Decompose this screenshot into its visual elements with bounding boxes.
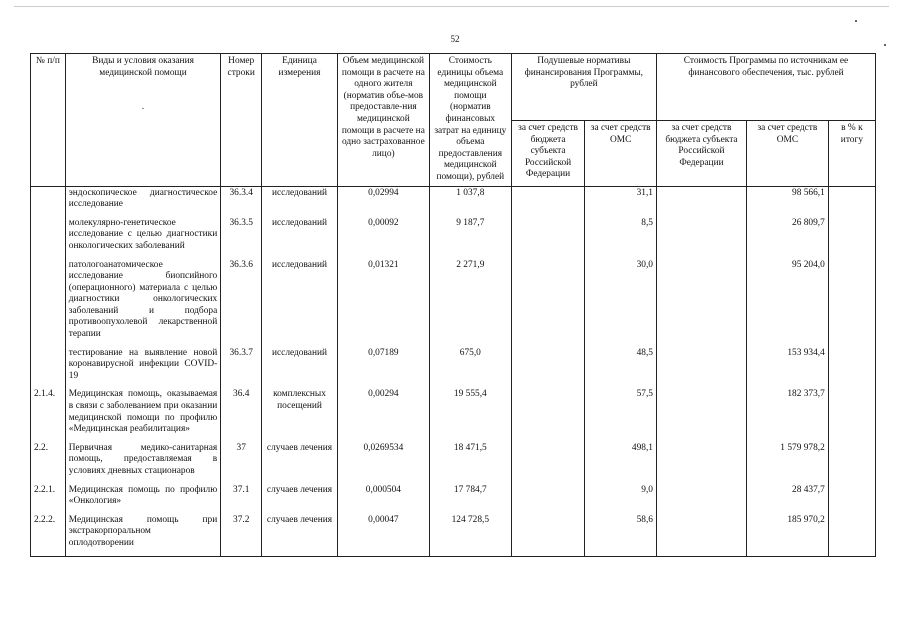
- table-row: [31, 484, 876, 514]
- cell-tot-oms: 98 566,1: [746, 186, 828, 217]
- cell-unit: комплексных посещений: [262, 388, 338, 441]
- cell-num: 2.1.4.: [31, 388, 66, 441]
- cell-pc-oms: 8,5: [585, 217, 657, 259]
- speck: [884, 44, 886, 46]
- cell-cost: 675,0: [429, 347, 511, 389]
- cell-unit: исследований: [262, 259, 338, 347]
- cell-tot-oms: 185 970,2: [746, 514, 828, 556]
- cell-row: 36.3.5: [221, 217, 262, 259]
- cell-tot-budget: [656, 259, 746, 347]
- top-rule: [14, 6, 889, 7]
- cell-unit: исследований: [262, 217, 338, 259]
- cell-unit: исследований: [262, 186, 338, 217]
- cell-pc-budget: [511, 259, 585, 347]
- header-num: № п/п: [31, 54, 66, 187]
- cell-tot-budget: [656, 388, 746, 441]
- cell-tot-budget: [656, 514, 746, 556]
- page-number: 52: [450, 34, 460, 44]
- cell-cost: 2 271,9: [429, 259, 511, 347]
- cell-pct: [828, 514, 875, 556]
- cell-unit: исследований: [262, 347, 338, 389]
- table-row: [31, 186, 876, 217]
- table-row: [31, 514, 876, 556]
- cell-pc-oms: 58,6: [585, 514, 657, 556]
- table-row: [31, 217, 876, 259]
- cell-pc-budget: [511, 186, 585, 217]
- cell-pc-oms: 57,5: [585, 388, 657, 441]
- header-name-dot: .: [141, 101, 145, 112]
- cell-cost: 18 471,5: [429, 442, 511, 484]
- cell-name: Медицинская помощь по профилю «Онкология»: [65, 484, 220, 514]
- header-tot-pct: в % к итогу: [828, 121, 875, 187]
- cell-row: 37: [221, 442, 262, 484]
- cell-volume: 0,02994: [337, 186, 429, 217]
- cell-pc-budget: [511, 514, 585, 556]
- cell-pc-budget: [511, 442, 585, 484]
- cell-num: [31, 186, 66, 217]
- cell-pc-budget: [511, 217, 585, 259]
- header-volume: Объем медицинской помощи в расчете на одного жителя (норматив объе-мов предоставле-ния медицинской помощи в расчете на одно застрахованное лицо): [337, 54, 429, 187]
- cell-num: 2.2.2.: [31, 514, 66, 556]
- cell-tot-budget: [656, 186, 746, 217]
- cell-num: [31, 347, 66, 389]
- cell-tot-budget: [656, 347, 746, 389]
- cell-pct: [828, 259, 875, 347]
- cell-unit: случаев лечения: [262, 514, 338, 556]
- table-row: [31, 388, 876, 441]
- header-name-label: Виды и условия оказания медицинской помощи: [92, 56, 194, 78]
- header-tot-oms: за счет средств ОМС: [746, 121, 828, 187]
- cell-unit: случаев лечения: [262, 442, 338, 484]
- cell-volume: 0,00092: [337, 217, 429, 259]
- cell-cost: 124 728,5: [429, 514, 511, 556]
- table-row: [31, 259, 876, 347]
- cell-pc-budget: [511, 484, 585, 514]
- cell-name: Медицинская помощь, оказываемая в связи с заболеванием при оказании медицинской помощи по профилю «Медицинская реабилитация»: [65, 388, 220, 441]
- header-pc-budget: за счет средств бюджета субъекта Российской Федерации: [511, 121, 585, 187]
- cell-unit: случаев лечения: [262, 484, 338, 514]
- cell-cost: 19 555,4: [429, 388, 511, 441]
- cell-volume: 0,07189: [337, 347, 429, 389]
- cell-num: [31, 217, 66, 259]
- cell-pct: [828, 347, 875, 389]
- cell-volume: 0,0269534: [337, 442, 429, 484]
- cell-row: 36.3.7: [221, 347, 262, 389]
- cell-pc-oms: 48,5: [585, 347, 657, 389]
- cell-row: 36.3.4: [221, 186, 262, 217]
- cell-name: патологоанатомическое исследование биопсийного (операционного) материала с целью диагностики онкологических заболеваний и подбора противоопухолевой лекарственной терапии: [65, 259, 220, 347]
- cell-pc-oms: 30,0: [585, 259, 657, 347]
- table-header: [31, 54, 876, 187]
- cell-row: 37.1: [221, 484, 262, 514]
- cell-pc-oms: 9,0: [585, 484, 657, 514]
- table-row: [31, 347, 876, 389]
- cell-tot-oms: 182 373,7: [746, 388, 828, 441]
- cell-num: 2.2.: [31, 442, 66, 484]
- cell-row: 37.2: [221, 514, 262, 556]
- cell-pct: [828, 484, 875, 514]
- cell-volume: 0,000504: [337, 484, 429, 514]
- cell-tot-budget: [656, 484, 746, 514]
- cell-volume: 0,00047: [337, 514, 429, 556]
- header-pc-oms: за счет средств ОМС: [585, 121, 657, 187]
- speck: [855, 20, 857, 22]
- header-row: Номер строки: [221, 54, 262, 187]
- cell-name: Медицинская помощь при экстракорпоральном оплодотворении: [65, 514, 220, 556]
- header-tot-budget: за счет средств бюджета субъекта Российской Федерации: [656, 121, 746, 187]
- cell-row: 36.4: [221, 388, 262, 441]
- cell-volume: 0,01321: [337, 259, 429, 347]
- cell-num: 2.2.1.: [31, 484, 66, 514]
- cell-pct: [828, 442, 875, 484]
- header-group-total: Стоимость Программы по источникам ее финансового обеспечения, тыс. рублей: [656, 54, 875, 121]
- financing-table: [30, 53, 876, 557]
- table-row: [31, 442, 876, 484]
- cell-tot-budget: [656, 442, 746, 484]
- header-name: [65, 54, 220, 187]
- cell-name: молекулярно-генетическое исследование с целью диагностики онкологических заболеваний: [65, 217, 220, 259]
- cell-cost: 17 784,7: [429, 484, 511, 514]
- cell-pc-oms: 31,1: [585, 186, 657, 217]
- cell-tot-oms: 95 204,0: [746, 259, 828, 347]
- table-body: [31, 186, 876, 556]
- cell-cost: 9 187,7: [429, 217, 511, 259]
- cell-tot-budget: [656, 217, 746, 259]
- cell-pct: [828, 217, 875, 259]
- cell-pc-budget: [511, 347, 585, 389]
- cell-pct: [828, 388, 875, 441]
- cell-row: 36.3.6: [221, 259, 262, 347]
- cell-pc-budget: [511, 388, 585, 441]
- cell-name: эндоскопическое диагностическое исследование: [65, 186, 220, 217]
- cell-tot-oms: 26 809,7: [746, 217, 828, 259]
- cell-name: тестирование на выявление новой коронавирусной инфекции COVID-19: [65, 347, 220, 389]
- header-unit: Единица измерения: [262, 54, 338, 187]
- cell-cost: 1 037,8: [429, 186, 511, 217]
- header-group-per-capita: Подушевые нормативы финансирования Программы, рублей: [511, 54, 656, 121]
- cell-pct: [828, 186, 875, 217]
- cell-volume: 0,00294: [337, 388, 429, 441]
- cell-tot-oms: 28 437,7: [746, 484, 828, 514]
- cell-num: [31, 259, 66, 347]
- cell-tot-oms: 1 579 978,2: [746, 442, 828, 484]
- cell-pc-oms: 498,1: [585, 442, 657, 484]
- cell-name: Первичная медико-санитарная помощь, предоставляемая в условиях дневных стационаров: [65, 442, 220, 484]
- header-cost: Стоимость единицы объема медицинской помощи (норматив финансовых затрат на единицу объема предоставления медицинской помощи), рублей: [429, 54, 511, 187]
- cell-tot-oms: 153 934,4: [746, 347, 828, 389]
